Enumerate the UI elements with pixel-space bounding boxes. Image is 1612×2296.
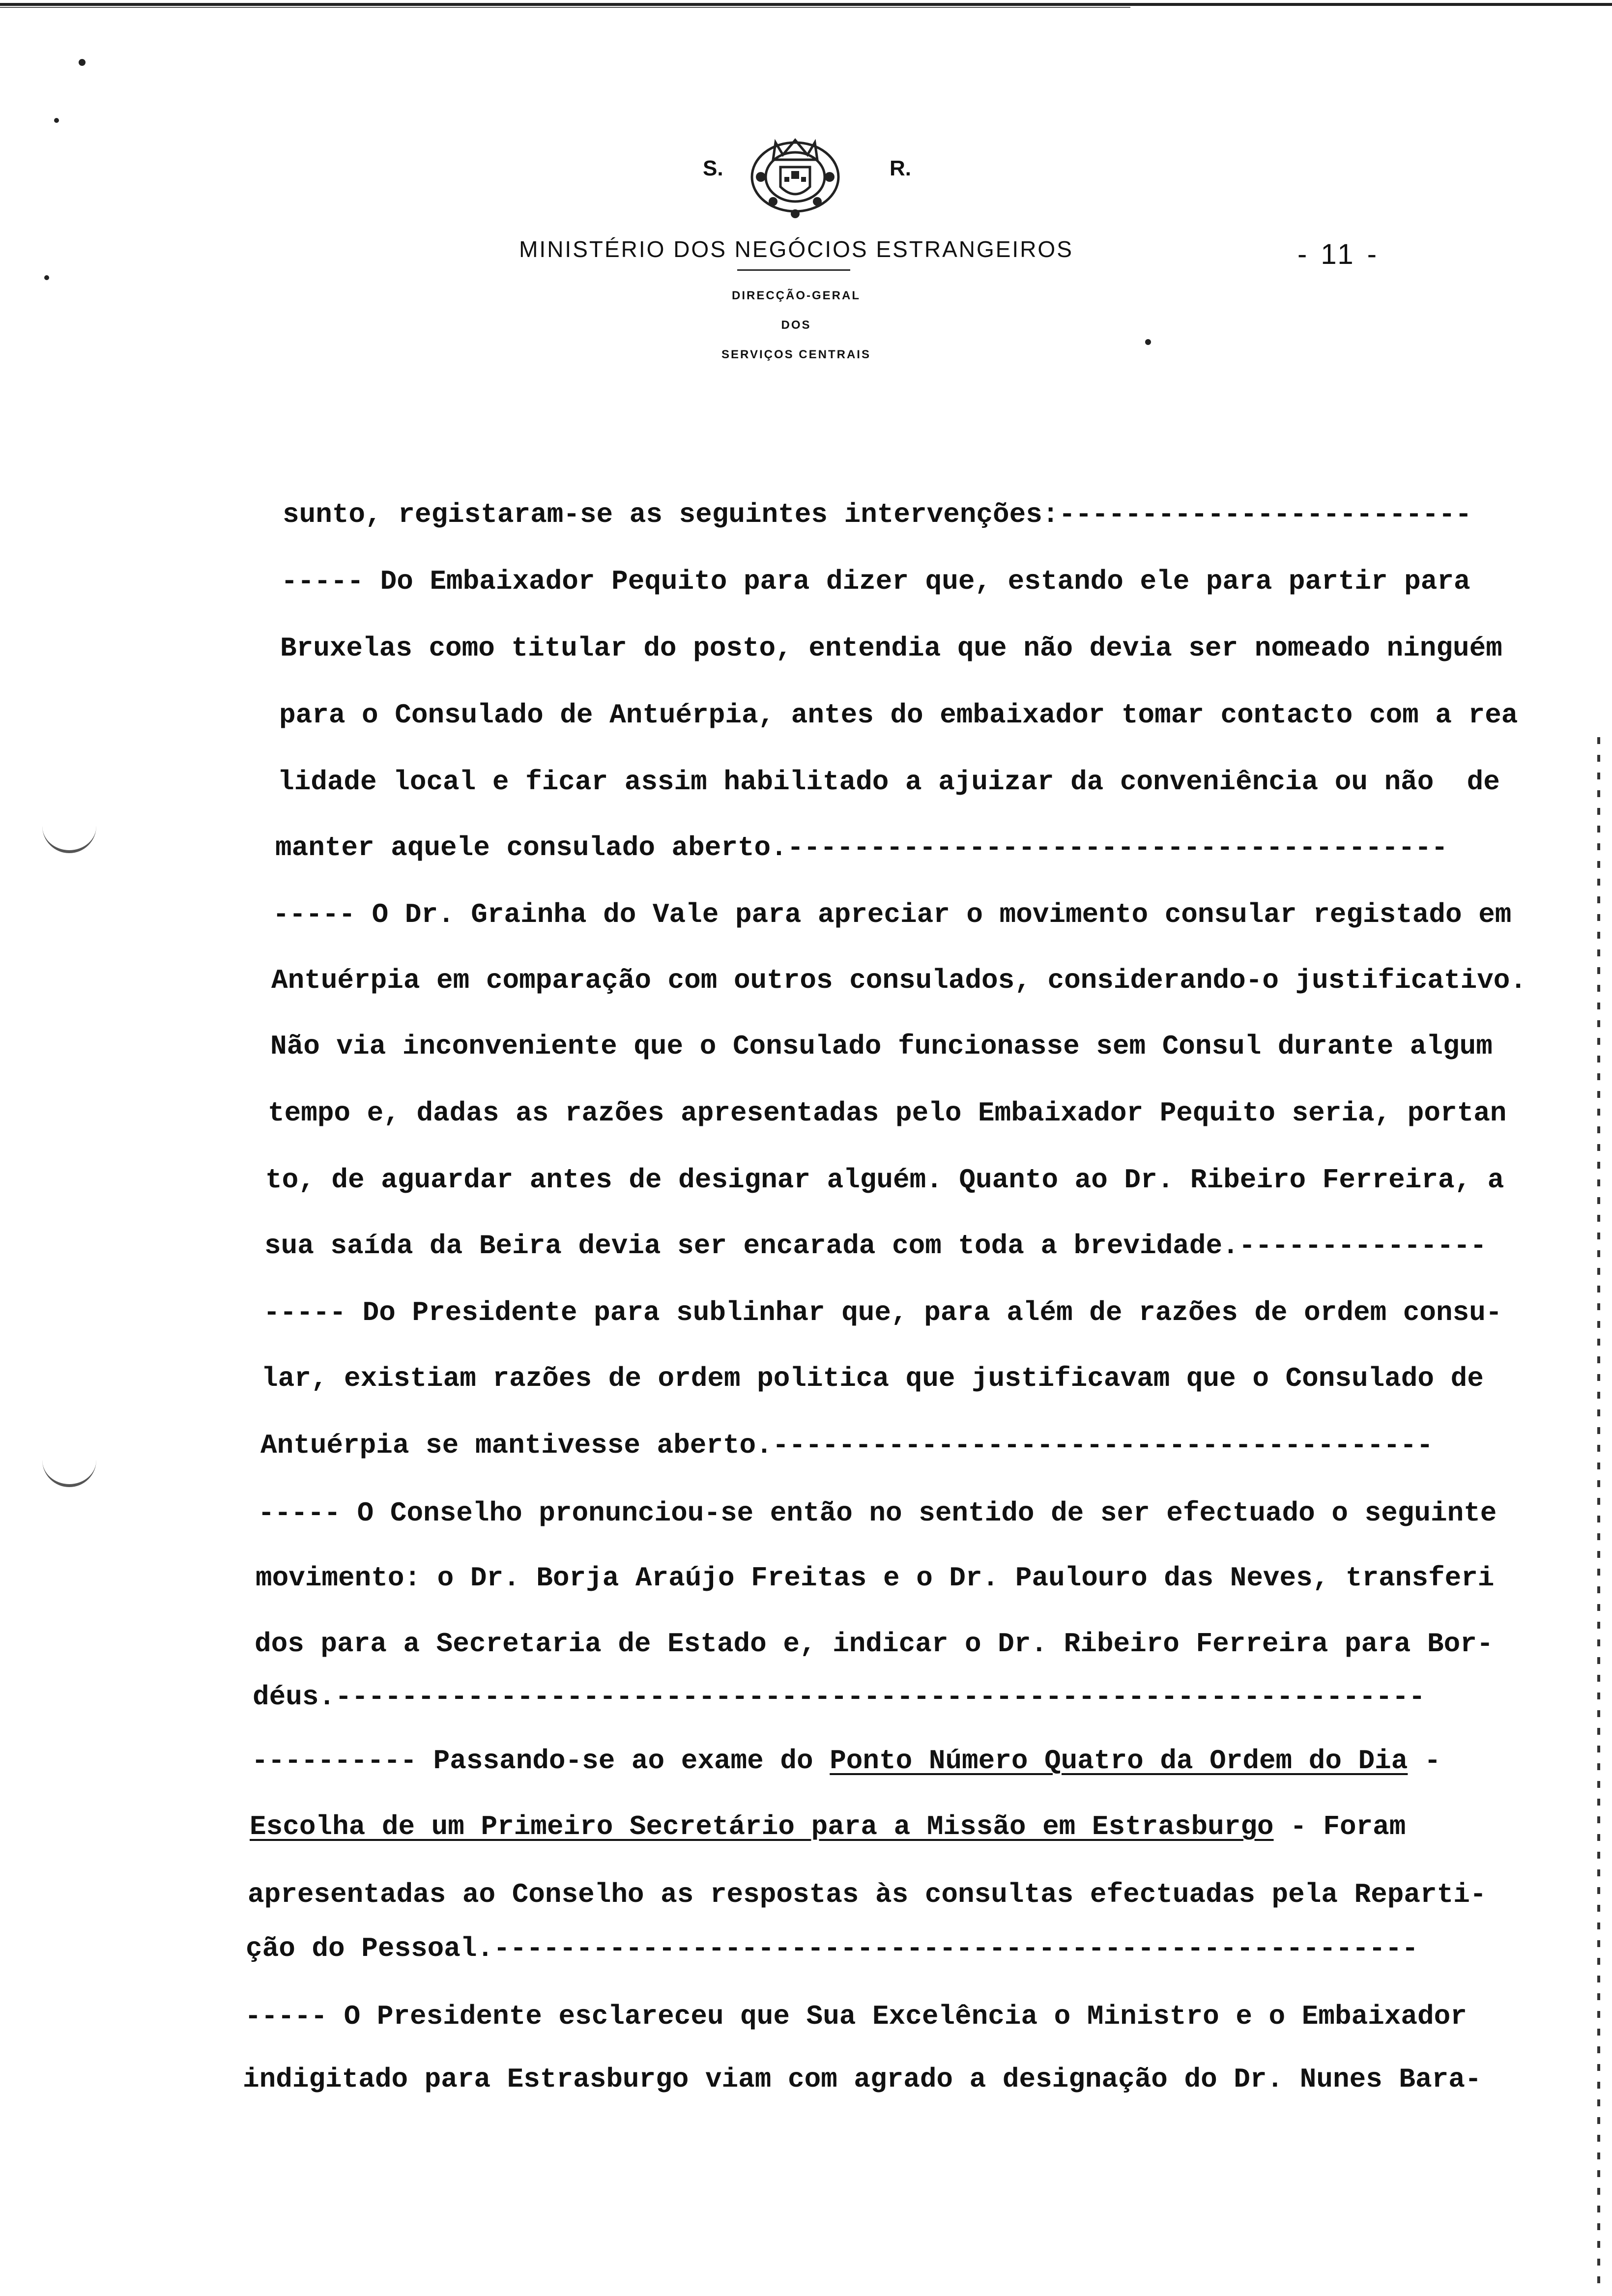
body-line: tempo e, dadas as razões apresentadas pelo Embaixador Pequito seria, portan — [268, 1097, 1507, 1129]
body-line: apresentadas ao Conselho as respostas às consultas efectuadas pela Reparti- — [248, 1879, 1487, 1910]
scan-speck — [79, 59, 86, 66]
body-line: sunto, registaram-se as seguintes intervenções:------------------------- — [283, 499, 1472, 530]
header-left-initial: S. — [703, 156, 723, 180]
body-line: Antuérpia se mantivesse aberto.---------------------------------------- — [260, 1430, 1433, 1461]
department-line-1: DIRECÇÃO-GERAL — [732, 289, 861, 302]
scan-speck — [54, 118, 59, 123]
department-line-3: SERVIÇOS CENTRAIS — [721, 348, 871, 361]
ministry-title: MINISTÉRIO DOS NEGÓCIOS ESTRANGEIROS — [519, 236, 1073, 262]
body-line: ----- Do Embaixador Pequito para dizer que, estando ele para partir para — [281, 566, 1470, 597]
coat-of-arms-icon — [746, 123, 844, 221]
body-line: ----- O Dr. Grainha do Vale para apreciar o movimento consular registado em — [273, 899, 1512, 930]
department-line-2: DOS — [781, 318, 811, 332]
body-line: indigitado para Estrasburgo viam com agrado a designação do Dr. Nunes Bara- — [243, 2064, 1482, 2095]
scan-edge-rule-thin — [0, 7, 1130, 8]
body-line: para o Consulado de Antuérpia, antes do embaixador tomar contacto com a rea — [279, 699, 1518, 731]
body-line: lar, existiam razões de ordem politica que justificavam que o Consulado de — [261, 1363, 1484, 1394]
agenda-item-title: Escolha de um Primeiro Secretário para a Missão em Estrasburgo — [250, 1811, 1274, 1842]
body-line: Não via inconveniente que o Consulado funcionasse sem Consul durante algum — [270, 1031, 1493, 1062]
header-right-initial: R. — [890, 156, 911, 180]
page-number: - 11 - — [1297, 238, 1380, 270]
body-line: lidade local e ficar assim habilitado a ajuizar da conveniência ou não de — [278, 766, 1500, 798]
body-line-lead: ---------- Passando-se ao exame do — [252, 1745, 830, 1777]
body-line: ção do Pessoal.-------------------------------------------------------- — [246, 1933, 1418, 1964]
punch-hole-mark — [42, 821, 96, 853]
body-line: ----- O Conselho pronunciou-se então no sentido de ser efectuado o seguinte — [258, 1497, 1497, 1529]
body-line: to, de aguardar antes de designar alguém. Quanto ao Dr. Ribeiro Ferreira, a — [265, 1164, 1504, 1196]
body-line: ----- Do Presidente para sublinhar que, para além de razões de ordem consu- — [263, 1297, 1502, 1328]
agenda-item-heading: Ponto Número Quatro da Ordem do Dia — [830, 1745, 1408, 1777]
body-line: movimento: o Dr. Borja Araújo Freitas e o Dr. Paulouro das Neves, transferi — [256, 1562, 1495, 1594]
body-line-tail: - Foram — [1273, 1811, 1406, 1842]
scan-right-edge — [1597, 737, 1600, 2285]
scan-speck — [44, 275, 49, 280]
body-line: manter aquele consulado aberto.---------------------------------------- — [275, 832, 1448, 863]
scan-edge-rule — [0, 3, 1612, 6]
body-line: dos para a Secretaria de Estado e, indicar o Dr. Ribeiro Ferreira para Bor- — [255, 1628, 1494, 1660]
body-line: Bruxelas como titular do posto, entendia que não devia ser nomeado ninguém — [280, 632, 1502, 664]
punch-hole-mark — [42, 1455, 96, 1487]
body-line: déus.------------------------------------------------------------------ — [253, 1681, 1425, 1713]
scan-speck — [1145, 339, 1151, 345]
body-line-agenda — [252, 1744, 1441, 1778]
body-line-dash: - — [1408, 1745, 1441, 1777]
ministry-title-rule — [737, 269, 850, 271]
body-line: ----- O Presidente esclareceu que Sua Excelência o Ministro e o Embaixador — [245, 2001, 1467, 2032]
body-line-agenda-title — [250, 1809, 1406, 1844]
body-line: Antuérpia em comparação com outros consulados, considerando-o justificativo. — [271, 965, 1527, 996]
body-line: sua saída da Beira devia ser encarada com toda a brevidade.--------------- — [264, 1230, 1487, 1262]
